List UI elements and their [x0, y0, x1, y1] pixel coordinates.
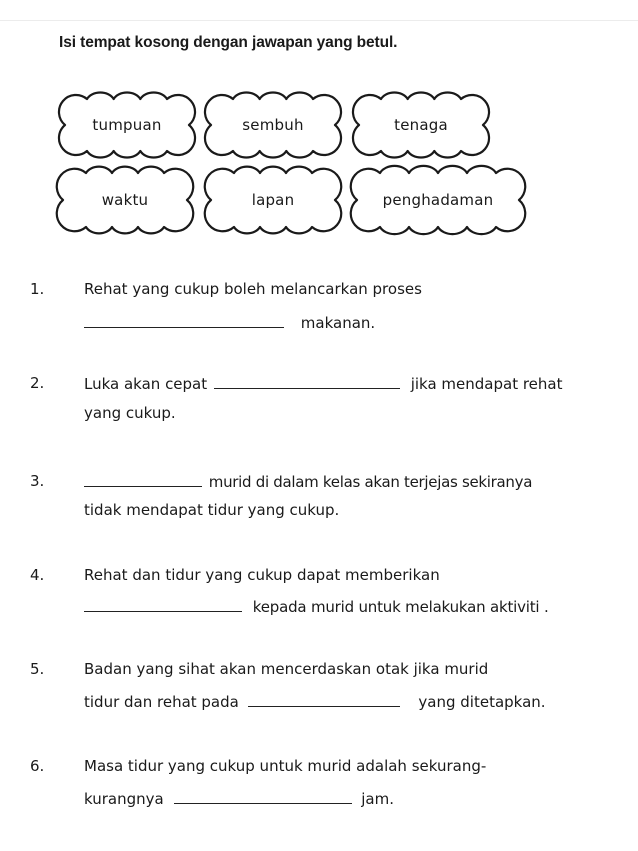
instruction-heading: Isi tempat kosong dengan jawapan yang betul. [59, 34, 398, 51]
word-bank [0, 0, 638, 240]
answer-blank[interactable] [84, 472, 202, 487]
question-text: Rehat dan tidur yang cukup dapat memberikan [84, 566, 440, 584]
question-text: Masa tidur yang cukup untuk murid adalah sekurang- [84, 757, 487, 775]
word-cloud-tenaga [352, 96, 490, 154]
word-tenaga: tenaga [394, 116, 448, 134]
answer-blank[interactable] [84, 313, 284, 328]
question-text: makanan. [300, 314, 376, 332]
word-sembuh: sembuh [242, 116, 304, 134]
question-number: 2. [30, 374, 45, 392]
answer-row [84, 313, 375, 332]
question-text: jika mendapat rehat [410, 375, 563, 393]
answer-row [84, 692, 546, 711]
word-tumpuan: tumpuan [92, 116, 162, 134]
question-number: 4. [30, 566, 45, 584]
question-text: tidak mendapat tidur yang cukup. [84, 501, 340, 519]
question-text: Rehat yang cukup boleh melancarkan proses [84, 280, 422, 298]
answer-row [84, 597, 549, 616]
question-number: 5. [30, 660, 45, 678]
question-number: 3. [30, 472, 45, 490]
word-cloud-tumpuan [58, 96, 196, 154]
question-text: Badan yang sihat akan mencerdaskan otak jika murid [84, 660, 489, 678]
question-text: tidur dan rehat pada [84, 693, 239, 711]
question-text: kepada murid untuk melakukan aktiviti . [252, 598, 549, 616]
question-text: jam. [361, 790, 395, 808]
answer-row [84, 789, 394, 808]
question-number: 1. [30, 280, 45, 298]
question-text: Luka akan cepat [84, 375, 208, 393]
word-waktu: waktu [101, 191, 149, 209]
word-cloud-sembuh [204, 96, 342, 154]
answer-blank[interactable] [174, 789, 352, 804]
word-lapan: lapan [251, 191, 295, 209]
question-number: 6. [30, 757, 45, 775]
word-cloud-lapan [204, 170, 342, 230]
question-text: yang cukup. [84, 404, 176, 422]
answer-blank[interactable] [248, 692, 400, 707]
answer-row [84, 472, 532, 491]
answer-blank[interactable] [84, 597, 242, 612]
word-penghadaman: penghadaman [382, 191, 494, 209]
question-text: kurangnya [84, 790, 164, 808]
question-text: yang ditetapkan. [418, 693, 546, 711]
answer-blank[interactable] [214, 374, 400, 389]
answer-row [84, 374, 563, 393]
question-text: murid di dalam kelas akan terjejas sekiranya [208, 473, 533, 491]
word-cloud-penghadaman [350, 170, 526, 230]
word-cloud-waktu [56, 170, 194, 230]
